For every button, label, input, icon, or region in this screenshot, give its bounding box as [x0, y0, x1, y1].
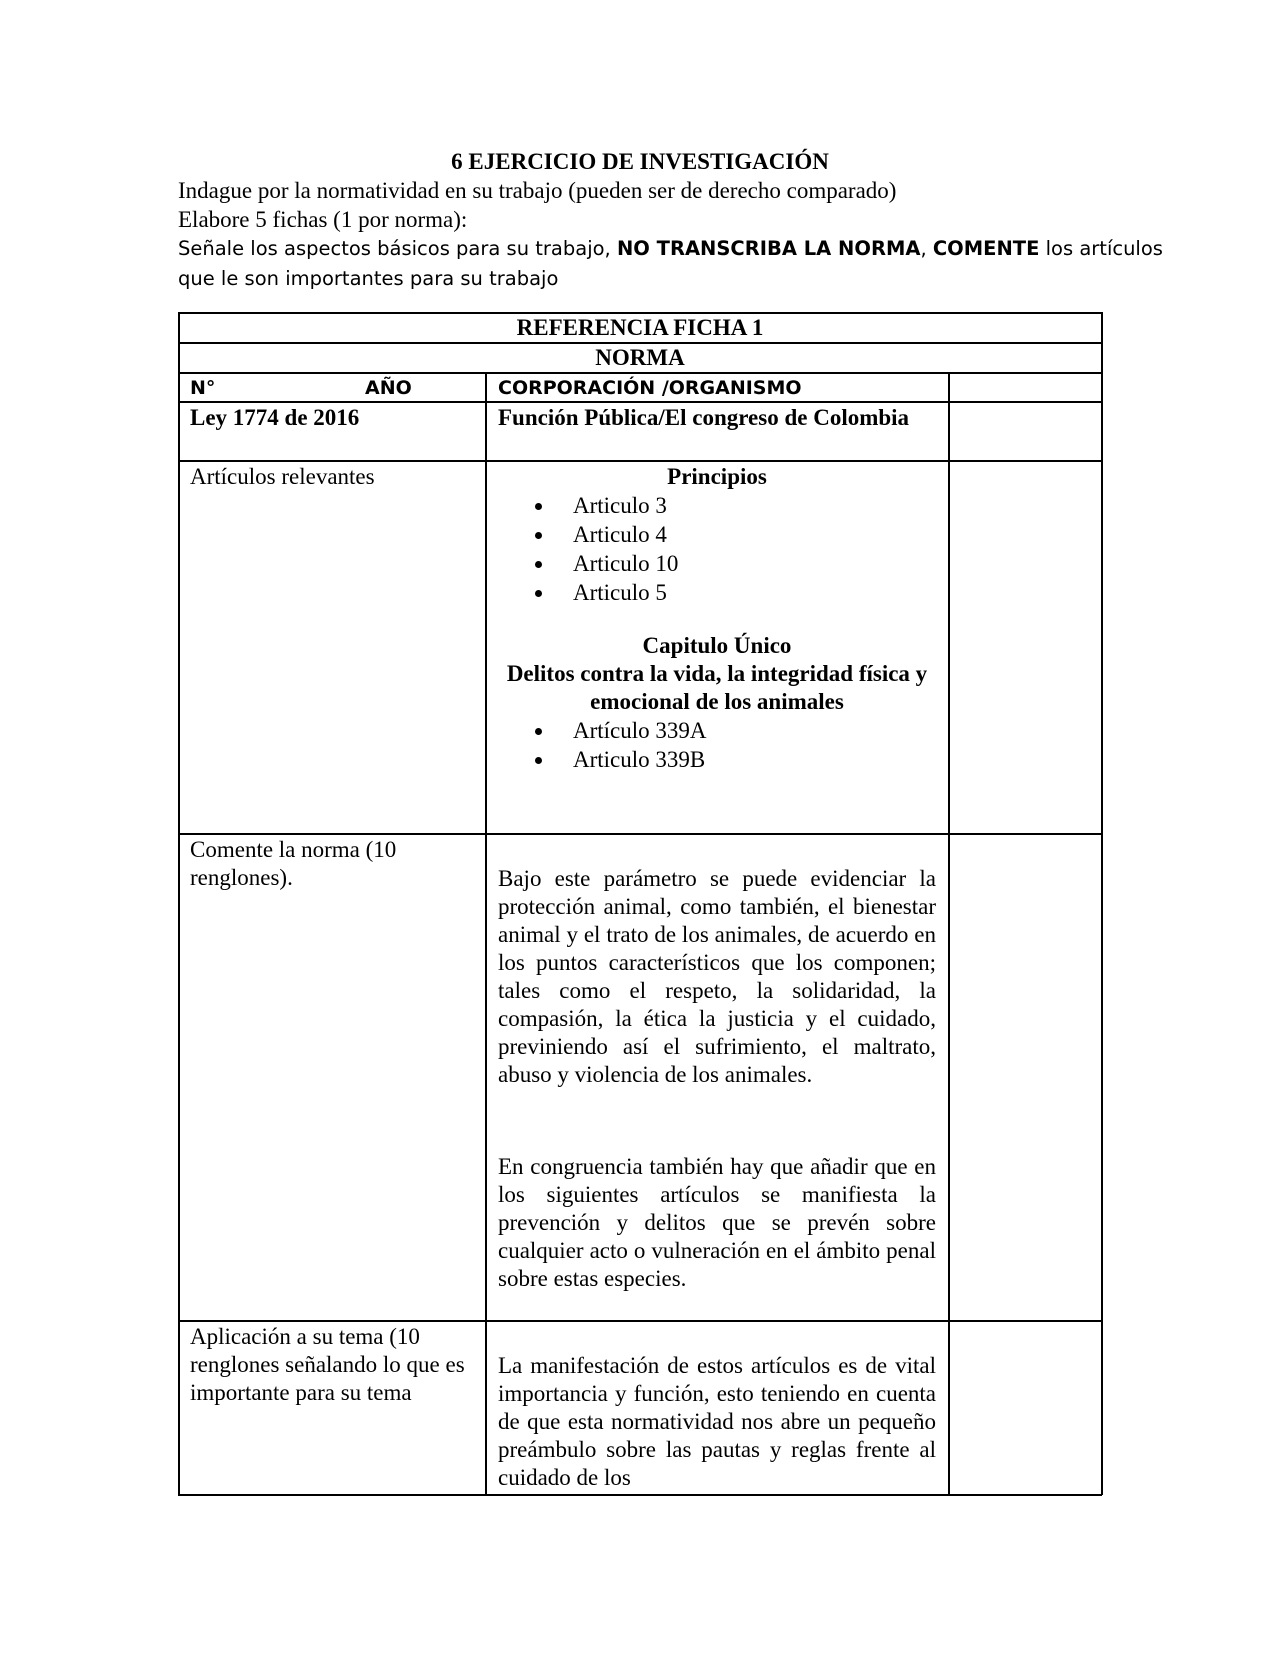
- chapter-articles-list: [498, 716, 936, 774]
- list-item: Articulo 3: [498, 491, 936, 520]
- list-item: Artículo 339A: [498, 716, 936, 745]
- list-item: Articulo 339B: [498, 745, 936, 774]
- column-header-year: AÑO: [365, 377, 412, 399]
- column-header-number: N°: [190, 377, 216, 399]
- chapter-subtitle: Delitos contra la vida, la integridad física y emocional de los animales: [506, 661, 928, 714]
- articles-label: Artículos relevantes: [190, 464, 375, 489]
- law-name: Ley 1774 de 2016: [190, 405, 360, 430]
- comment-paragraph-1: Bajo este parámetro se puede evidenciar la protección animal, como también, el bienestar animal y el trato de los animales, de acuerdo en los puntos característicos que los componen; tales como el respeto, la solidaridad, la compasión, la ética la justicia y el cuidado, previniendo así el sufrimiento, el maltrato, abuso y violencia de los animales.: [498, 866, 936, 1087]
- instruction-no-transcribe: NO TRANSCRIBA LA NORMA: [616, 237, 921, 260]
- table-norma-title: NORMA: [595, 345, 685, 370]
- instruction-line-1: Indague por la normatividad en su trabajo (pueden ser de derecho comparado): [178, 178, 897, 203]
- instruction-comment: COMENTE: [932, 237, 1040, 260]
- column-header-corporation: CORPORACIÓN /ORGANISMO: [498, 377, 802, 399]
- chapter-title: Capitulo Único: [642, 633, 792, 658]
- articles-content: [498, 463, 936, 774]
- list-item: Articulo 4: [498, 520, 936, 549]
- corporation-value: Función Pública/El congreso de Colombia: [498, 405, 910, 430]
- application-text: La manifestación de estos artículos es de vital importancia y función, esto teniendo en cuenta de que esta normatividad nos abre un pequeño preámbulo sobre las pautas y reglas frente al cuidado de los: [498, 1353, 936, 1490]
- document-title: 6 EJERCICIO DE INVESTIGACIÓN: [451, 149, 829, 174]
- instruction-line-2: Elabore 5 fichas (1 por norma):: [178, 207, 468, 232]
- instruction-line-3-text-e: los artículos: [1039, 237, 1163, 260]
- comment-label: Comente la norma (10 renglones).: [190, 837, 397, 890]
- table-reference-title: REFERENCIA FICHA 1: [516, 315, 764, 340]
- instruction-line-4: que le son importantes para su trabajo: [178, 267, 559, 290]
- instruction-line-3-text-a: Señale los aspectos básicos para su trabajo,: [178, 237, 617, 260]
- principles-title: Principios: [667, 464, 767, 489]
- principles-list: [498, 491, 936, 607]
- list-item: Articulo 10: [498, 549, 936, 578]
- instruction-line-3-text-c: ,: [920, 237, 933, 260]
- comment-paragraph-2: En congruencia también hay que añadir que en los siguientes artículos se manifiesta la prevención y delitos que se prevén sobre cualquier acto o vulneración en el ámbito penal sobre estas especies.: [498, 1154, 936, 1291]
- list-item: Articulo 5: [498, 578, 936, 607]
- application-label: Aplicación a su tema (10 renglones señalando lo que es importante para su tema: [190, 1324, 465, 1405]
